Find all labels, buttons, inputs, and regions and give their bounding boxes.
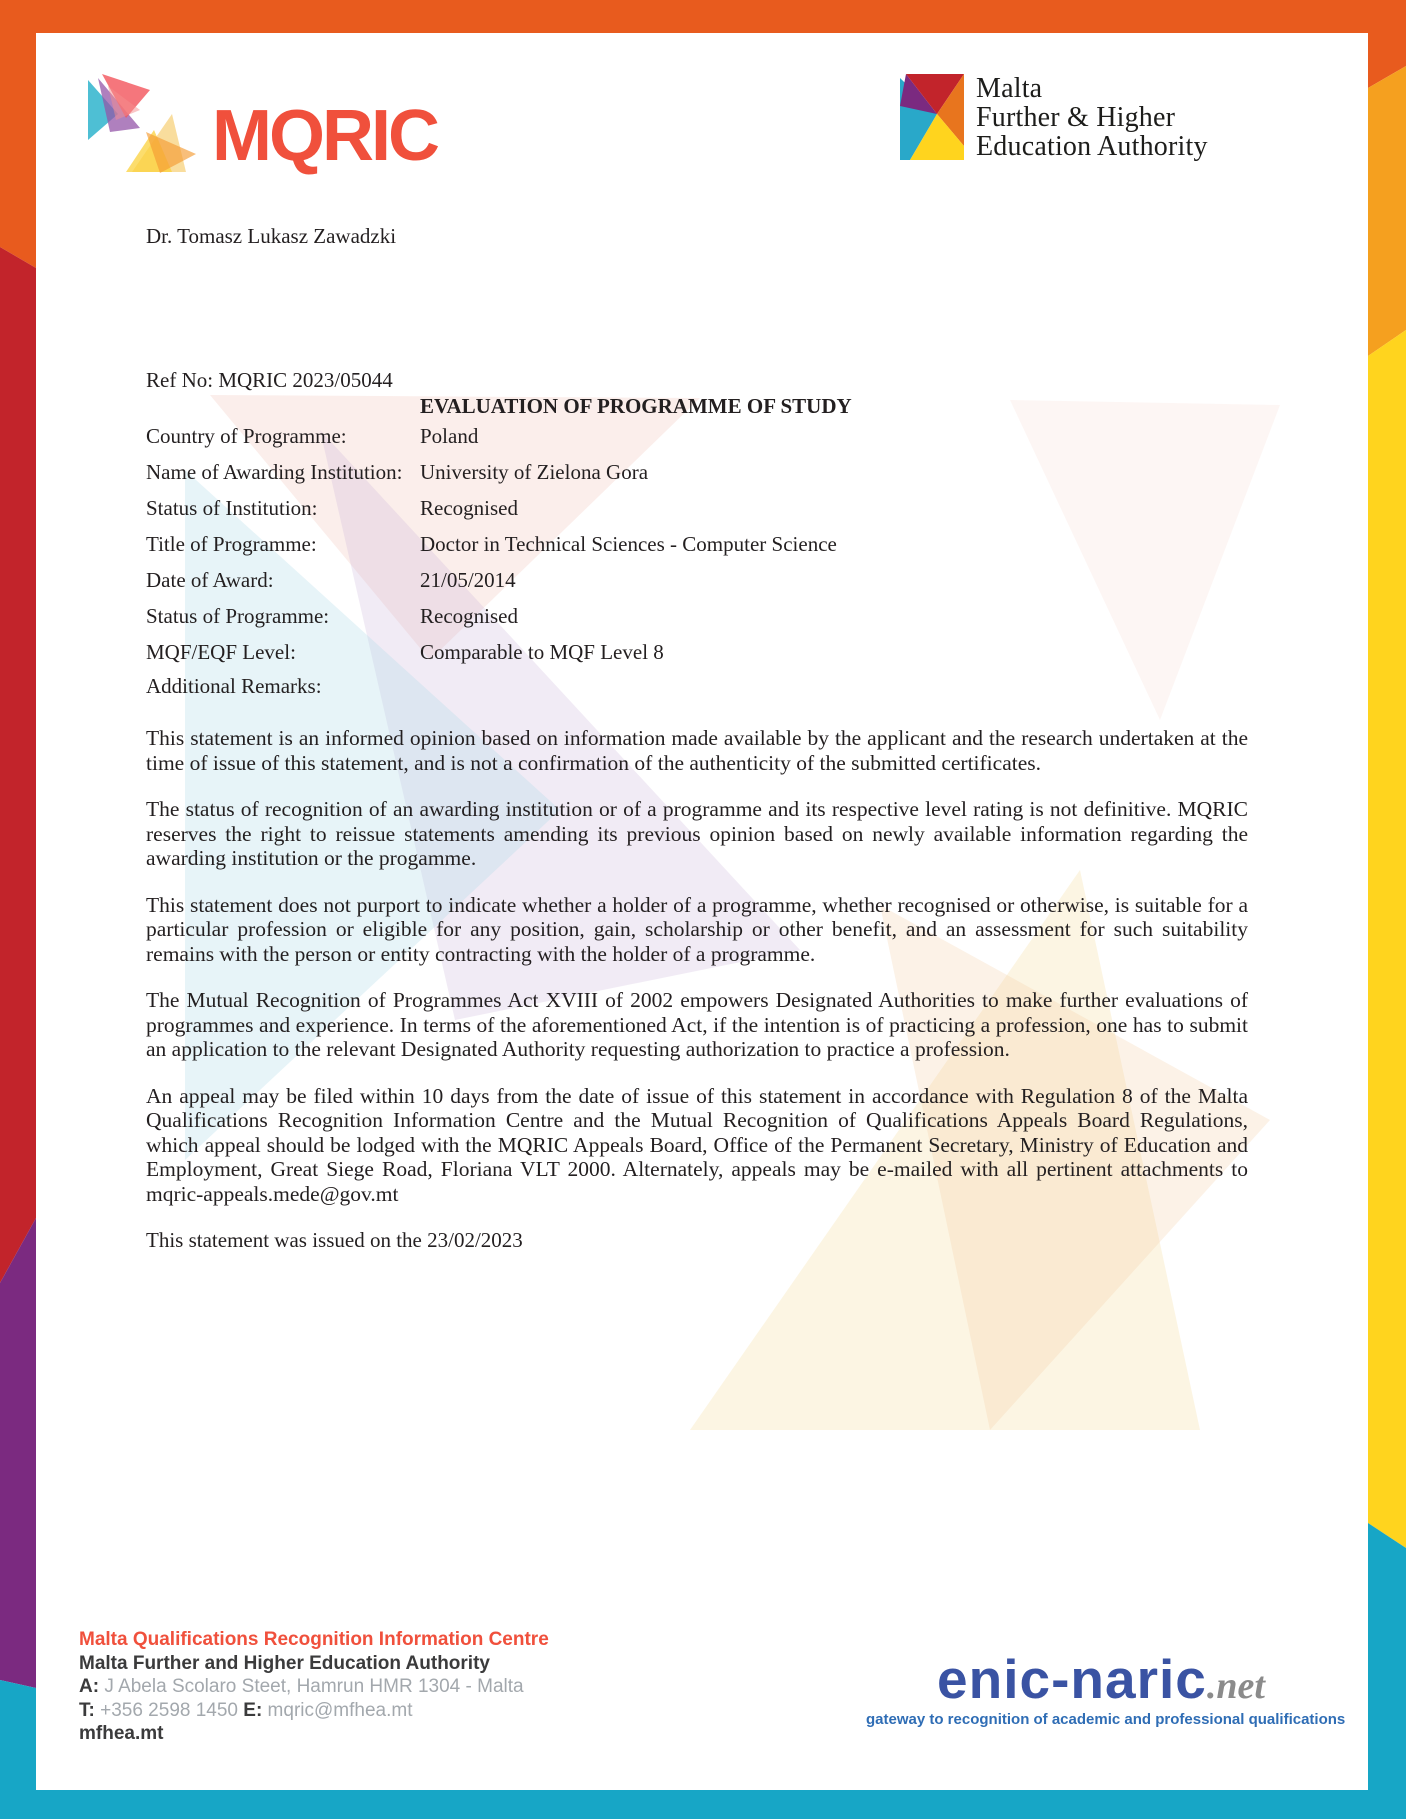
field-value-institution-status: Recognised xyxy=(420,496,518,520)
document-title: EVALUATION OF PROGRAMME OF STUDY xyxy=(420,394,852,418)
paragraph-appeal: An appeal may be filed within 10 days from the date of issue of this statement in accordance with Regulation 8 of the Malta Qualifications Recognition Information Centre and the Mutual Recognition of Qualifications Appeals Board Regulations, which appeal should be lodged with the MQRIC Appeals Board, Office of the Permanent Secretary, Ministry of Education and Employment, Great Siege Road, Floriana VLT 2000. Alternately, appeals may be e-mailed with all pertinent attachments to mqric-appeals.mede@gov.mt xyxy=(146,1083,1248,1206)
paragraph-suitability: This statement does not purport to indicate whether a holder of a programme, whether recognised or otherwise, is suitable for a particular profession or eligible for any position, gain, scholarship or other benefit, and an assessment for such suitability remains with the person or entity contracting with the holder of a programme. xyxy=(146,892,1248,966)
footer-address: J Abela Scolaro Steet, Hamrun HMR 1304 - Malta xyxy=(99,1676,524,1697)
footer-phone: +356 2598 1450 xyxy=(94,1699,244,1721)
footer-phone-email-line xyxy=(79,1699,549,1723)
field-value-mqf-level: Comparable to MQF Level 8 xyxy=(420,640,664,664)
mqric-logo-mark xyxy=(86,74,206,176)
field-value-award-date: 21/05/2014 xyxy=(420,568,516,592)
enic-naric-wordmark xyxy=(866,1648,1336,1710)
field-label-programme-title: Title of Programme: xyxy=(146,532,317,556)
field-value-country: Poland xyxy=(420,424,479,448)
mfhea-logo xyxy=(900,74,1208,161)
frame-bottom-bar xyxy=(0,1790,1406,1819)
enic-naric-tagline: gateway to recognition of academic and professional qualifications xyxy=(866,1711,1346,1728)
footer-email-prefix: E: xyxy=(243,1699,263,1721)
mfhea-text-line2: Further & Higher xyxy=(976,102,1176,133)
footer-centre-name: Malta Qualifications Recognition Information Centre xyxy=(79,1629,549,1650)
letter-body xyxy=(146,726,1248,1253)
reference-number: Ref No: MQRIC 2023/05044 xyxy=(146,368,393,392)
issued-date-line: This statement was issued on the 23/02/2023 xyxy=(146,1228,523,1252)
mfhea-text-line1: Malta xyxy=(976,73,1043,104)
paragraph-mutual-recognition: The Mutual Recognition of Programmes Act XVIII of 2002 empowers Designated Authorities to make further evaluations of programmes and experience. In terms of the aforementioned Act, if the intention is of practicing a profession, one has to submit an application to the relevant Designated Authority requesting authorization to practice a profession. xyxy=(146,988,1248,1061)
field-label-institution-status: Status of Institution: xyxy=(146,496,318,520)
field-value-programme-status: Recognised xyxy=(420,604,518,628)
field-label-programme-status: Status of Programme: xyxy=(146,604,330,628)
field-label-award-date: Date of Award: xyxy=(146,568,274,592)
field-label-institution: Name of Awarding Institution: xyxy=(146,460,403,484)
mfhea-logo-mark xyxy=(900,74,964,160)
enic-naric-word: enic-naric xyxy=(937,1648,1207,1710)
footer-phone-prefix: T: xyxy=(79,1699,95,1721)
enic-naric-net-suffix: .net xyxy=(1206,1665,1265,1707)
paragraph-status-note: The status of recognition of an awarding institution or of a programme and its respective level rating is not definitive. MQRIC reserves the right to reissue statements amending its previous opinion based on newly available information regarding the awarding institution or the progamme. xyxy=(146,797,1248,870)
field-value-programme-title: Doctor in Technical Sciences - Computer Science xyxy=(420,532,837,556)
enic-naric-logo xyxy=(866,1648,1346,1728)
addressee: Dr. Tomasz Lukasz Zawadzki xyxy=(146,224,397,248)
field-label-mqf-level: MQF/EQF Level: xyxy=(146,640,296,664)
mfhea-logo-text xyxy=(976,74,1208,161)
additional-remarks-label: Additional Remarks: xyxy=(146,674,322,698)
frame-top-bar xyxy=(0,0,1406,33)
mqric-logo xyxy=(86,74,437,176)
mqric-wordmark: MQRIC xyxy=(212,96,437,176)
evaluation-fields xyxy=(146,424,837,665)
field-label-country: Country of Programme: xyxy=(146,424,347,448)
footer-email: mqric@mfhea.mt xyxy=(262,1699,413,1721)
field-value-institution: University of Zielona Gora xyxy=(420,460,649,484)
paragraph-disclaimer: This statement is an informed opinion based on information made available by the applicant and the research undertaken at the time of issue of this statement, and is not a confirmation of the authenticity of the submitted certificates. xyxy=(146,726,1248,775)
footer-contact-block xyxy=(79,1628,549,1746)
footer-address-prefix: A: xyxy=(79,1676,100,1697)
footer-authority-name: Malta Further and Higher Education Authority xyxy=(79,1652,490,1674)
mfhea-text-line3: Education Authority xyxy=(976,131,1208,162)
footer-website: mfhea.mt xyxy=(79,1723,164,1744)
footer-address-line xyxy=(79,1675,549,1699)
